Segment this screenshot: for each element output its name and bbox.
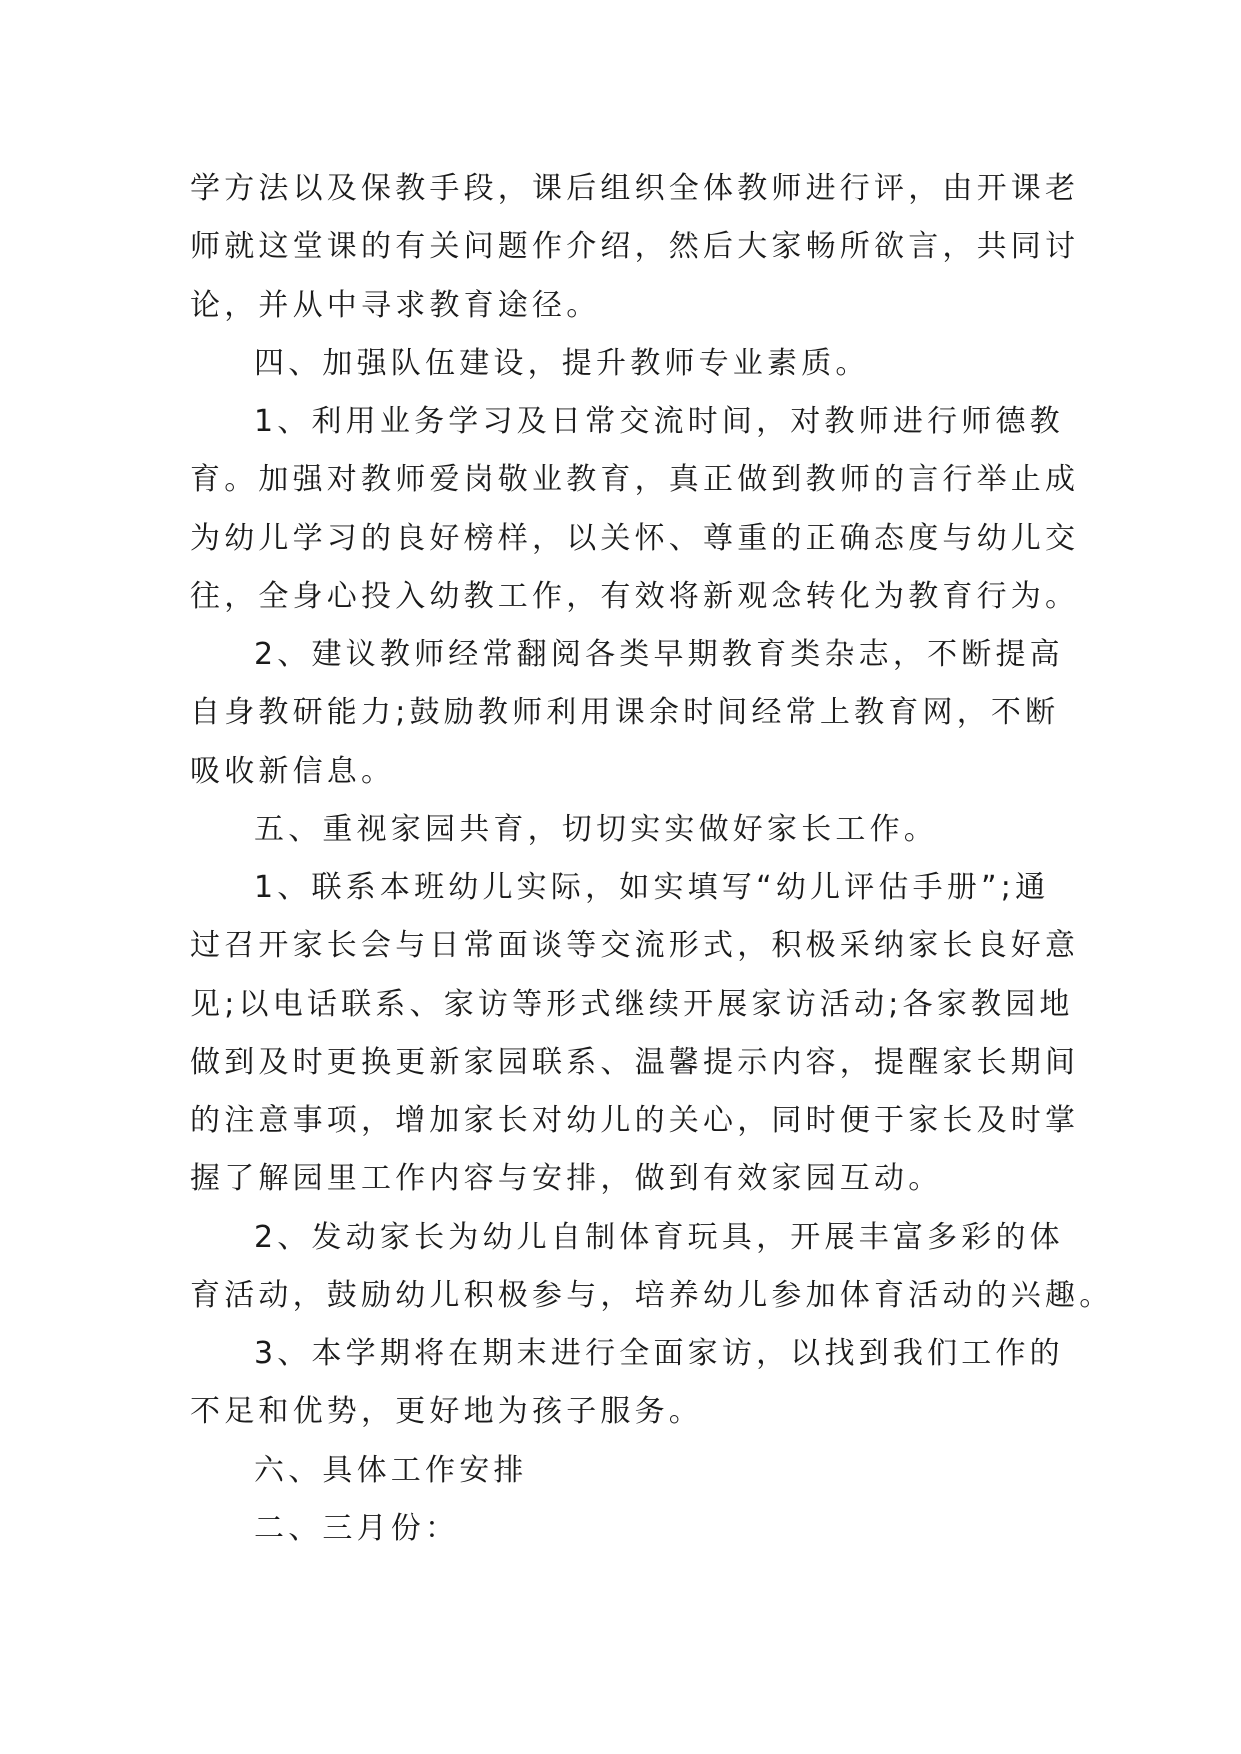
text-line: 吸收新信息。 xyxy=(190,753,396,789)
text-line: 不足和优势，更好地为孩子服务。 xyxy=(190,1394,703,1430)
document-body xyxy=(190,160,1114,1558)
text-line: 师就这堂课的有关问题作介绍，然后大家畅所欲言，共同讨 xyxy=(190,229,1080,265)
text-line: 2、发动家长为幼儿自制体育玩具，开展丰富多彩的体 xyxy=(254,1219,1064,1255)
section-heading: 五、重视家园共育，切切实实做好家长工作。 xyxy=(254,811,938,847)
text-line: 过召开家长会与日常面谈等交流形式，积极采纳家长良好意 xyxy=(190,928,1080,964)
text-line: 育。加强对教师爱岗敬业教育，真正做到教师的言行举止成 xyxy=(190,462,1080,498)
section-heading: 四、加强队伍建设，提升教师专业素质。 xyxy=(254,345,870,381)
text-line: 为幼儿学习的良好榜样，以关怀、尊重的正确态度与幼儿交 xyxy=(190,520,1080,556)
text-line: 育活动，鼓励幼儿积极参与，培养幼儿参加体育活动的兴趣。 xyxy=(190,1277,1114,1313)
text-line: 学方法以及保教手段，课后组织全体教师进行评，由开课老 xyxy=(190,171,1080,206)
text-line: 的注意事项，增加家长对幼儿的关心，同时便于家长及时掌 xyxy=(190,1103,1080,1138)
section-heading: 六、具体工作安排 xyxy=(254,1452,528,1488)
text-line: 1、联系本班幼儿实际，如实填写“幼儿评估手册”;通 xyxy=(254,870,1050,905)
text-line: 1、利用业务学习及日常交流时间，对教师进行师德教 xyxy=(254,404,1064,439)
text-line: 握了解园里工作内容与安排，做到有效家园互动。 xyxy=(190,1161,943,1197)
text-line: 往，全身心投入幼教工作，有效将新观念转化为教育行为。 xyxy=(190,578,1080,614)
text-line: 做到及时更换更新家园联系、温馨提示内容，提醒家长期间 xyxy=(190,1044,1080,1080)
text-line: 3、本学期将在期末进行全面家访，以找到我们工作的 xyxy=(254,1336,1064,1371)
text-line: 自身教研能力;鼓励教师利用课余时间经常上教育网，不断 xyxy=(190,695,1060,731)
text-line: 2、建议教师经常翻阅各类早期教育类杂志，不断提高 xyxy=(254,637,1064,672)
text-line: 二、三月份： xyxy=(254,1510,460,1546)
text-line: 论，并从中寻求教育途径。 xyxy=(190,287,601,323)
text-line: 见;以电话联系、家访等形式继续开展家访活动;各家教园地 xyxy=(190,986,1074,1022)
